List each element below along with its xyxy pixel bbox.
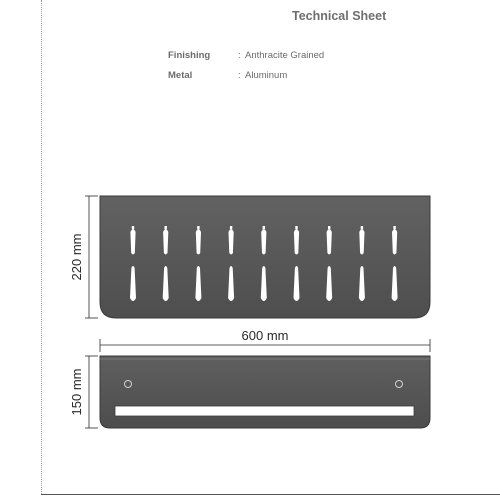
shelf-top-view [100, 356, 430, 428]
slot-notch [328, 226, 330, 229]
spec-label: Finishing [168, 50, 211, 61]
front-height-dimension [85, 196, 98, 318]
top-depth-dimension [85, 356, 98, 428]
upper-slot [294, 229, 299, 255]
spec-value: Aluminum [245, 70, 288, 81]
spec-colon: : [238, 50, 241, 61]
front-lip-slot [115, 406, 414, 416]
page-title: Technical Sheet [292, 9, 387, 23]
slot-notch [165, 226, 167, 229]
width-label: 600 mm [241, 328, 289, 343]
slot-notch [230, 226, 232, 229]
upper-slot [359, 229, 364, 255]
spec-label: Metal [168, 70, 193, 81]
upper-slot [130, 229, 135, 255]
bottom-rule [41, 494, 500, 495]
slot-notch [263, 226, 265, 229]
slot-notch [361, 226, 363, 229]
upper-slot [392, 229, 397, 255]
spec-value: Anthracite Grained [245, 50, 325, 61]
upper-slot [163, 229, 168, 255]
slot-notch [197, 226, 199, 229]
top-depth-label: 150 mm [69, 368, 84, 416]
front-height-label: 220 mm [69, 233, 84, 281]
upper-slot [261, 229, 266, 255]
upper-slot [327, 229, 332, 255]
slot-notch [393, 226, 395, 229]
slot-notch [295, 226, 297, 229]
spec-colon: : [238, 70, 241, 81]
upper-slot [229, 229, 234, 255]
upper-slot [196, 229, 201, 255]
slot-notch [132, 226, 134, 229]
